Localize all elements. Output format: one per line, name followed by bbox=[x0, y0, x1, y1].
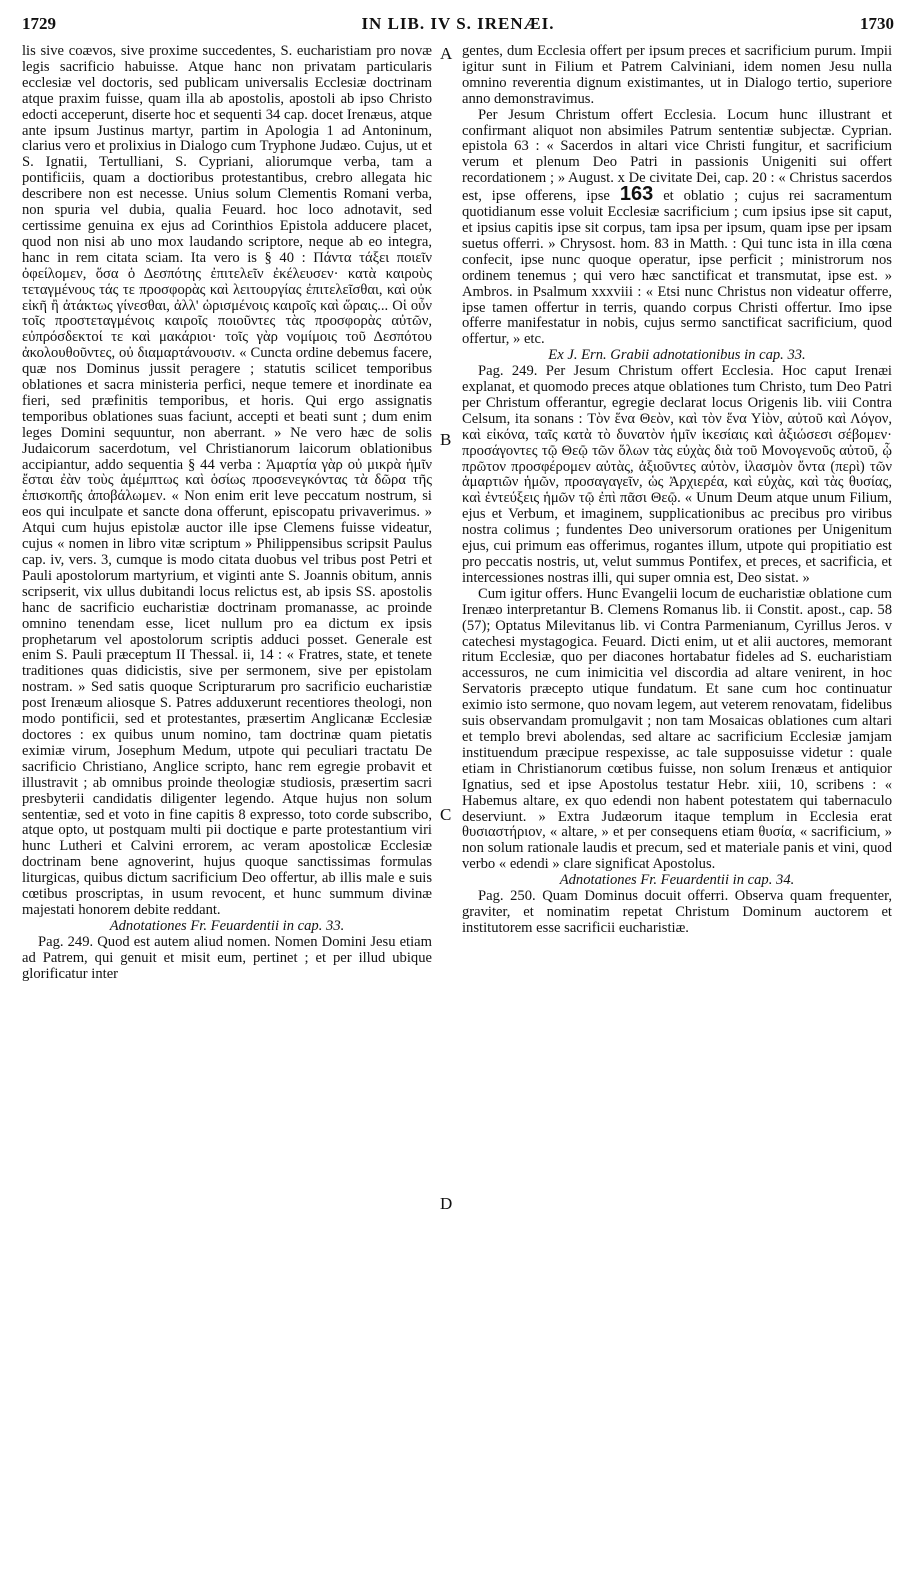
margin-marker-c: C bbox=[440, 805, 452, 824]
margin-marker-b: B bbox=[440, 430, 452, 449]
right-paragraph-2-end: et oblatio ; cujus rei sacramentum quotidianum esse voluit Ecclesiæ sacrificium ; cum ipsius ipse sit caput, et ipsius capitis ipse sit corpus, tam ipsa per ipsum, quam ipse per ipsam suetus offerri. » Chrysost. hom. 83 in Matth. : Qui tunc ista in illa cœna confecit, ipse nunc quoque operatur, ipse perficit ; ministrorum nos ordinem tenemus ; qui vero hæc sanctificat et transmutat, ipse est. » Ambros. in Psalmum xxxviii : « Etsi nunc Christus non videatur offerre, ipse tamen offertur in terris, quando corpus Christi offertur. Imo ipse offerre manifestatur in nobis, cujus sermo sanctificat sacrificium, quod offertur, » etc. bbox=[462, 188, 893, 348]
left-paragraph-1: lis sive coævos, sive proxime succedentes, S. eucharistiam pro novæ legis sacrificio habuisse. Atque hanc non privatam particularis ecclesiæ vel doctoris, sed publicam universalis Ecclesiæ doctrinam atque praxim fuisse, quam illa ab apostolis, apostoli ab ipso Christo edocti acceperunt, diserte hoc et sequenti 34 cap. docet Irenæus, atque ante ipsum Justinus martyr, partim in Apologia 1 ad Antoninum, clarius vero et prolixius in Dialogo cum Tryphone Judæo. Cujus, ut et S. Ignatii, Tertulliani, S. Cypriani, aliorumque verba, tam a pontificiis, quam a doctioribus protestantibus, crebro allegata hic describere non est necesse. Unius solum Clementis Romani verba, non spuria vel dubia, qualia Feuard. hoc loco adnotavit, sed certissime genuina ex ejus ad Corinthios Epistola adducere placet, quod non nisi ab uno mox laudando scriptore, neque ab eo integra, hanc in rem citata sciam. Ita vero is § 40 : Πάντα τάξει ποιεῖν ὀφείλομεν, ὅσα ὁ Δεσπότης ἐπιτελεῖν ἐκέλευσεν· κατὰ καιροὺς τεταγμένους τάς τε προσφορὰς καὶ λειτουργίας ἐπιτελεῖσθαι, καὶ οὐκ εἰκῆ ἢ ἀτάκτως γίνεσθαι, ἀλλ' ὡρισμένοις καιροῖς καὶ ὥραις... Οἱ οὖν τοῖς προστεταγμένοις καιροῖς ποιοῦντες τὰς προσφορὰς αὐτῶν, εὐπρόσδεκτοί τε καὶ μακάριοι· τοῖς γὰρ νομίμοις τοῦ Δεσπότου ἀκολουθοῦντες, οὐ διαμαρτάνουσιν. « Cuncta ordine debemus facere, quæ nos Dominus jussit peragere ; statutis scilicet temporibus oblationes et sacra ministeria perfici, neque temere et inordinate ea fieri, sed præfinitis temporibus, et horis. Qui ergo assignatis temporibus oblationes suas faciunt, accepti et beati sunt ; dum enim leges Domini sequuntur, non aberrant. » Ne vero hæc de solis Judaicorum sacerdotum, vel Christianorum laicorum oblationibus accipiantur, addo sequentia § 44 verba : Ἁμαρτία γὰρ οὐ μικρὰ ἡμῖν ἔσται ἐὰν τοὺς ἀμέμπτως καὶ ὁσίως προσενεγκόντας τὰ δῶρα τῆς ἐπισκοπῆς ἀποβάλωμεν. « Non enim erit leve peccatum nostrum, si eos qui inculpate et sancte dona offerunt, episcopatu privaverimus. » Atqui cum hujus epistolæ auctor ille ipse Clemens fuisse videatur, cujus « nomen in libro vitæ scriptum » Philippensibus scripsit Paulus cap. iv, vers. 3, cumque is modo citata duobus vel tribus post Petri et Pauli apostolorum martyrium, et viginti ante S. Joannis obitum, annis scripserit, vix ullus dubitandi locus relictus est, ab ipsis SS. apostolis hanc de sacrificio eucharistiæ doctrinam promanasse, ac proinde omnino tenendam esse, licet nullum pro ea dictum ex ipsis prophetarum vel apostolorum scriptis adduci posset. Generale est enim S. Pauli præceptum II Thessal. ii, 14 : « Fratres, state, et tenete traditiones quas didicistis, sive per sermonem, sive per epistolam nostram. » Sed satis quoque Scripturarum pro sacrificio eucharistiæ post Irenæum aliosque S. Patres adduxerunt recentiores theologi, non modo pontificii, sed et protestantes, præsertim Anglicanæ Ecclesiæ doctores : ex quibus unum nomino, tam doctrinæ quam pietatis eximiæ virum, Josephum Medum, utpote qui peculiari tractatu De sacrificio Christiano, Anglice scripto, hanc rem egregie probavit et illustravit ; ab omnibus proinde theologiæ studiosis, præsertim sacri presbyterii candidatis diligenter legendo. Atque hujus non solum sententiæ, sed et voto in fine capitis 8 expresso, toto corde subscribo, atque opto, ut postquam multi pii doctique e parte protestantium viri hunc Lutheri et Calvini errorem, ac veram apostolicæ Ecclesiæ doctrinam bene agnoverint, hujus quoque sanctissimas formulas liturgicas, quibus dictum sacrificium Deo offertur, ab illis male e suis cœtibus proscriptas, in usum revocent, et hunc summum divinæ majestati honorem debite reddant. bbox=[22, 43, 432, 918]
right-column bbox=[462, 44, 892, 937]
right-paragraph-3: Pag. 249. Per Jesum Christum offert Ecclesia. Hoc caput Irenæi explanat, et quomodo preces atque oblationes tum Christo, tum Deo Patri per Christum offerantur, egregie declarat locus Origenis lib. viii Contra Celsum, ita sonans : Τὸν ἕνα Θεὸν, καὶ τὸν ἕνα Υἱὸν, αὐτοῦ καὶ Λόγον, καὶ εἰκόνα, ταῖς κατὰ τὸ δυνατὸν ἡμῖν ἱκεσίαις καὶ ἀξιώσεσι σέβομεν· προσάγοντες τῷ Θεῷ τῶν ὅλων τὰς εὐχὰς διὰ τοῦ Μονογενοῦς αὐτοῦ, ᾧ πρῶτον προσφέρομεν αὐτὰς, ἀξιοῦντες αὐτὸν, ἱλασμὸν ὄντα (περὶ) τῶν ἁμαρτιῶν ἡμῶν, προσαγαγεῖν, ὡς Ἀρχιερέα, καὶ εὐχὰς, καὶ τὰς θυσίας, καὶ ἐντεύξεις ἡμῶν τῷ ἐπὶ πᾶσι Θεῷ. « Unum Deum atque unum Filium, ejus et Verbum, et imaginem, supplicationibus ac precibus pro viribus nostra colimus ; fundentes Deo universorum orationes per Unigenitum ejus, cui primum eas offerimus, rogantes illum, utpote qui propitiatio est pro peccatis nostris, ut, velut summus Pontifex, et preces, et sacrificia, et intercessiones nostras illi, qui super omnia est, Deo sistat. » bbox=[462, 363, 892, 586]
inline-page-number: 163 bbox=[619, 183, 654, 206]
page-number-right: 1730 bbox=[860, 14, 894, 33]
running-title: IN LIB. IV S. IRENÆI. bbox=[361, 14, 555, 33]
right-paragraph-1: gentes, dum Ecclesia offert per ipsum preces et sacrificium purum. Impii igitur sunt in Filium et Patrem Calviniani, idem nomen Jesu nulla omnino reverentia dignum existimantes, ut in Dialogo tertio, superiore anno demonstravimus. bbox=[462, 43, 892, 107]
page-number-left: 1729 bbox=[22, 14, 56, 33]
right-paragraph-5: Pag. 250. Quam Dominus docuit offerri. Observa quam frequenter, graviter, et nominatim repetat Christum Dominum auctorem et institutorem esse sacrificii eucharistiæ. bbox=[462, 888, 892, 936]
right-paragraph-2-start: Per Jesum Christum offert Ecclesia. Locum hunc illustrant et confirmant aliquot non absimiles Patrum sententiæ subjectæ. Cyprian. epistola 63 : « Sacerdos in altari vice Christi fungitur, et sacrificium verum et plenum Deo Patri in passionis Unigeniti sui offert recordationem ; » August. x De civitate Dei, cap. 20 : « Christus sacerdos est, ipse offerens, ipse bbox=[462, 106, 892, 205]
left-column bbox=[22, 44, 432, 982]
running-header bbox=[22, 14, 894, 36]
left-section-heading: Adnotationes Fr. Feuardentii in cap. 33. bbox=[109, 917, 345, 934]
margin-marker-d: D bbox=[440, 1194, 453, 1213]
margin-marker-a: A bbox=[440, 44, 453, 63]
right-section-heading: Adnotationes Fr. Feuardentii in cap. 34. bbox=[559, 872, 795, 889]
left-paragraph-2: Pag. 249. Quod est autem aliud nomen. Nomen Domini Jesu etiam ad Patrem, qui genuit et misit eum, pertinet ; et per illud ubique glorificatur inter bbox=[22, 933, 432, 982]
right-paragraph-4: Cum igitur offers. Hunc Evangelii locum de eucharistiæ oblatione cum Irenæo interpretantur B. Clemens Romanus lib. ii Constit. apost., cap. 58 (57); Optatus Milevitanus lib. vi Contra Parmenianum, Cyrillus Jeros. v catechesi mystagogica. Feuard. Dicti enim, ut et alii auctores, memorant ritum Ecclesiæ, quo per diacones hortabatur fideles ad S. eucharistiam accessuros, ne cum inimicitia vel discordia ad altare venirent, in hoc Servatoris præcepto utique fundatum. Et sane cum hoc continuatur eximio isto sermone, quo novam legem, aut veterem renovatam, fidelibus suis observandam promulgavit ; non tam Mosaicas oblationes cum altari et templo brevi abolendas, sed altare ac sacrificium Ecclesiæ jamjam instituendum præcipue respexisse, ac tale supposuisse videtur : quale etiam in Christianorum cœtibus fuisse, non solum Irenæus et antiquior Ignatius, sed et ipse Apostolus testatur Hebr. xiii, 10, scribens : « Habemus altare, ex quo edendi non habent potestatem qui tabernaculo deserviunt. » Extra Judæorum itaque templum in Ecclesia erat θυσιαστήριον, « altare, » et per consequens etiam θυσία, « sacrificium, » non solum rationale laudis et precum, sed et materiale panis et vini, quod verbo « edendi » clare significat Apostolus. bbox=[462, 585, 892, 873]
right-source-note: Ex J. Ern. Grabii adnotationibus in cap. 33. bbox=[548, 347, 806, 364]
right-paragraph-2 bbox=[462, 108, 892, 349]
